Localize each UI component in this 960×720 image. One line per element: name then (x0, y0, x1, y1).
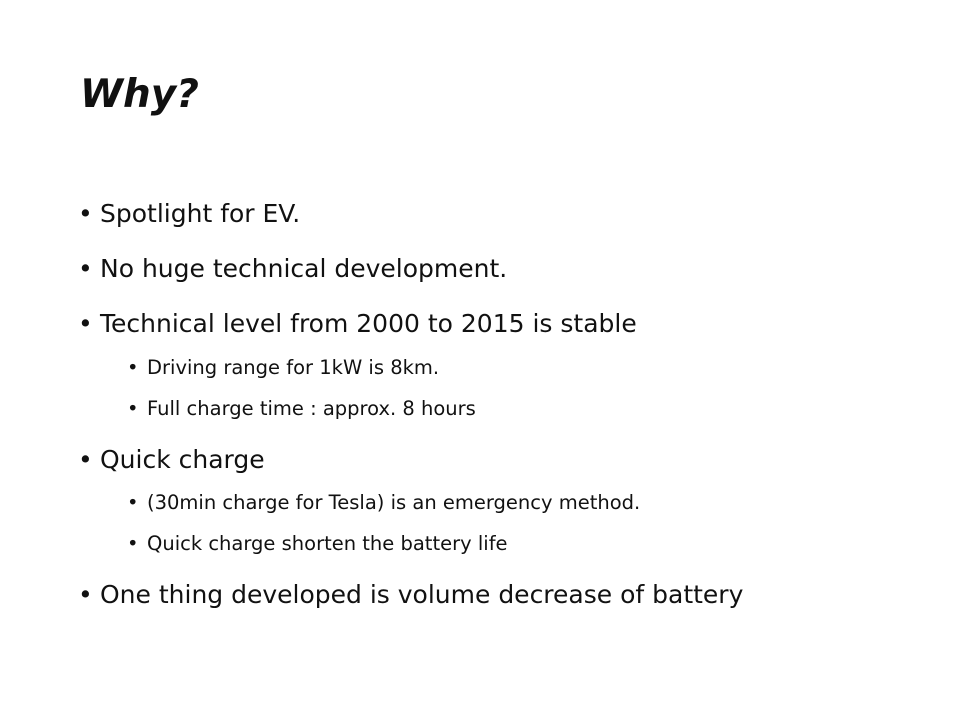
sub-bullet-text: Driving range for 1kW is 8km. (147, 356, 440, 379)
bullet-dot: • (78, 445, 93, 474)
bullet-text: No huge technical development. (100, 254, 508, 283)
sub-bullet-text: (30min charge for Tesla) is an emergency method. (147, 491, 641, 514)
bullet-dot: • (78, 309, 93, 338)
bullet-text: One thing developed is volume decrease of battery (100, 580, 744, 609)
bullet-text: Quick charge (100, 445, 265, 474)
bullet-text: Technical level from 2000 to 2015 is stable (100, 309, 637, 338)
sub-bullet-text: Full charge time : approx. 8 hours (147, 397, 476, 420)
bullet-dot: • (78, 199, 93, 228)
sub-bullet-text: Quick charge shorten the battery life (147, 532, 508, 555)
sub-bullet-dot: • (127, 491, 139, 514)
slide-title: Why? (80, 72, 199, 117)
sub-bullet-dot: • (127, 532, 139, 555)
bullet-text: Spotlight for EV. (100, 199, 301, 228)
sub-bullet-dot: • (127, 356, 139, 379)
bullet-dot: • (78, 254, 93, 283)
sub-bullet-dot: • (127, 397, 139, 420)
bullet-dot: • (78, 580, 93, 609)
